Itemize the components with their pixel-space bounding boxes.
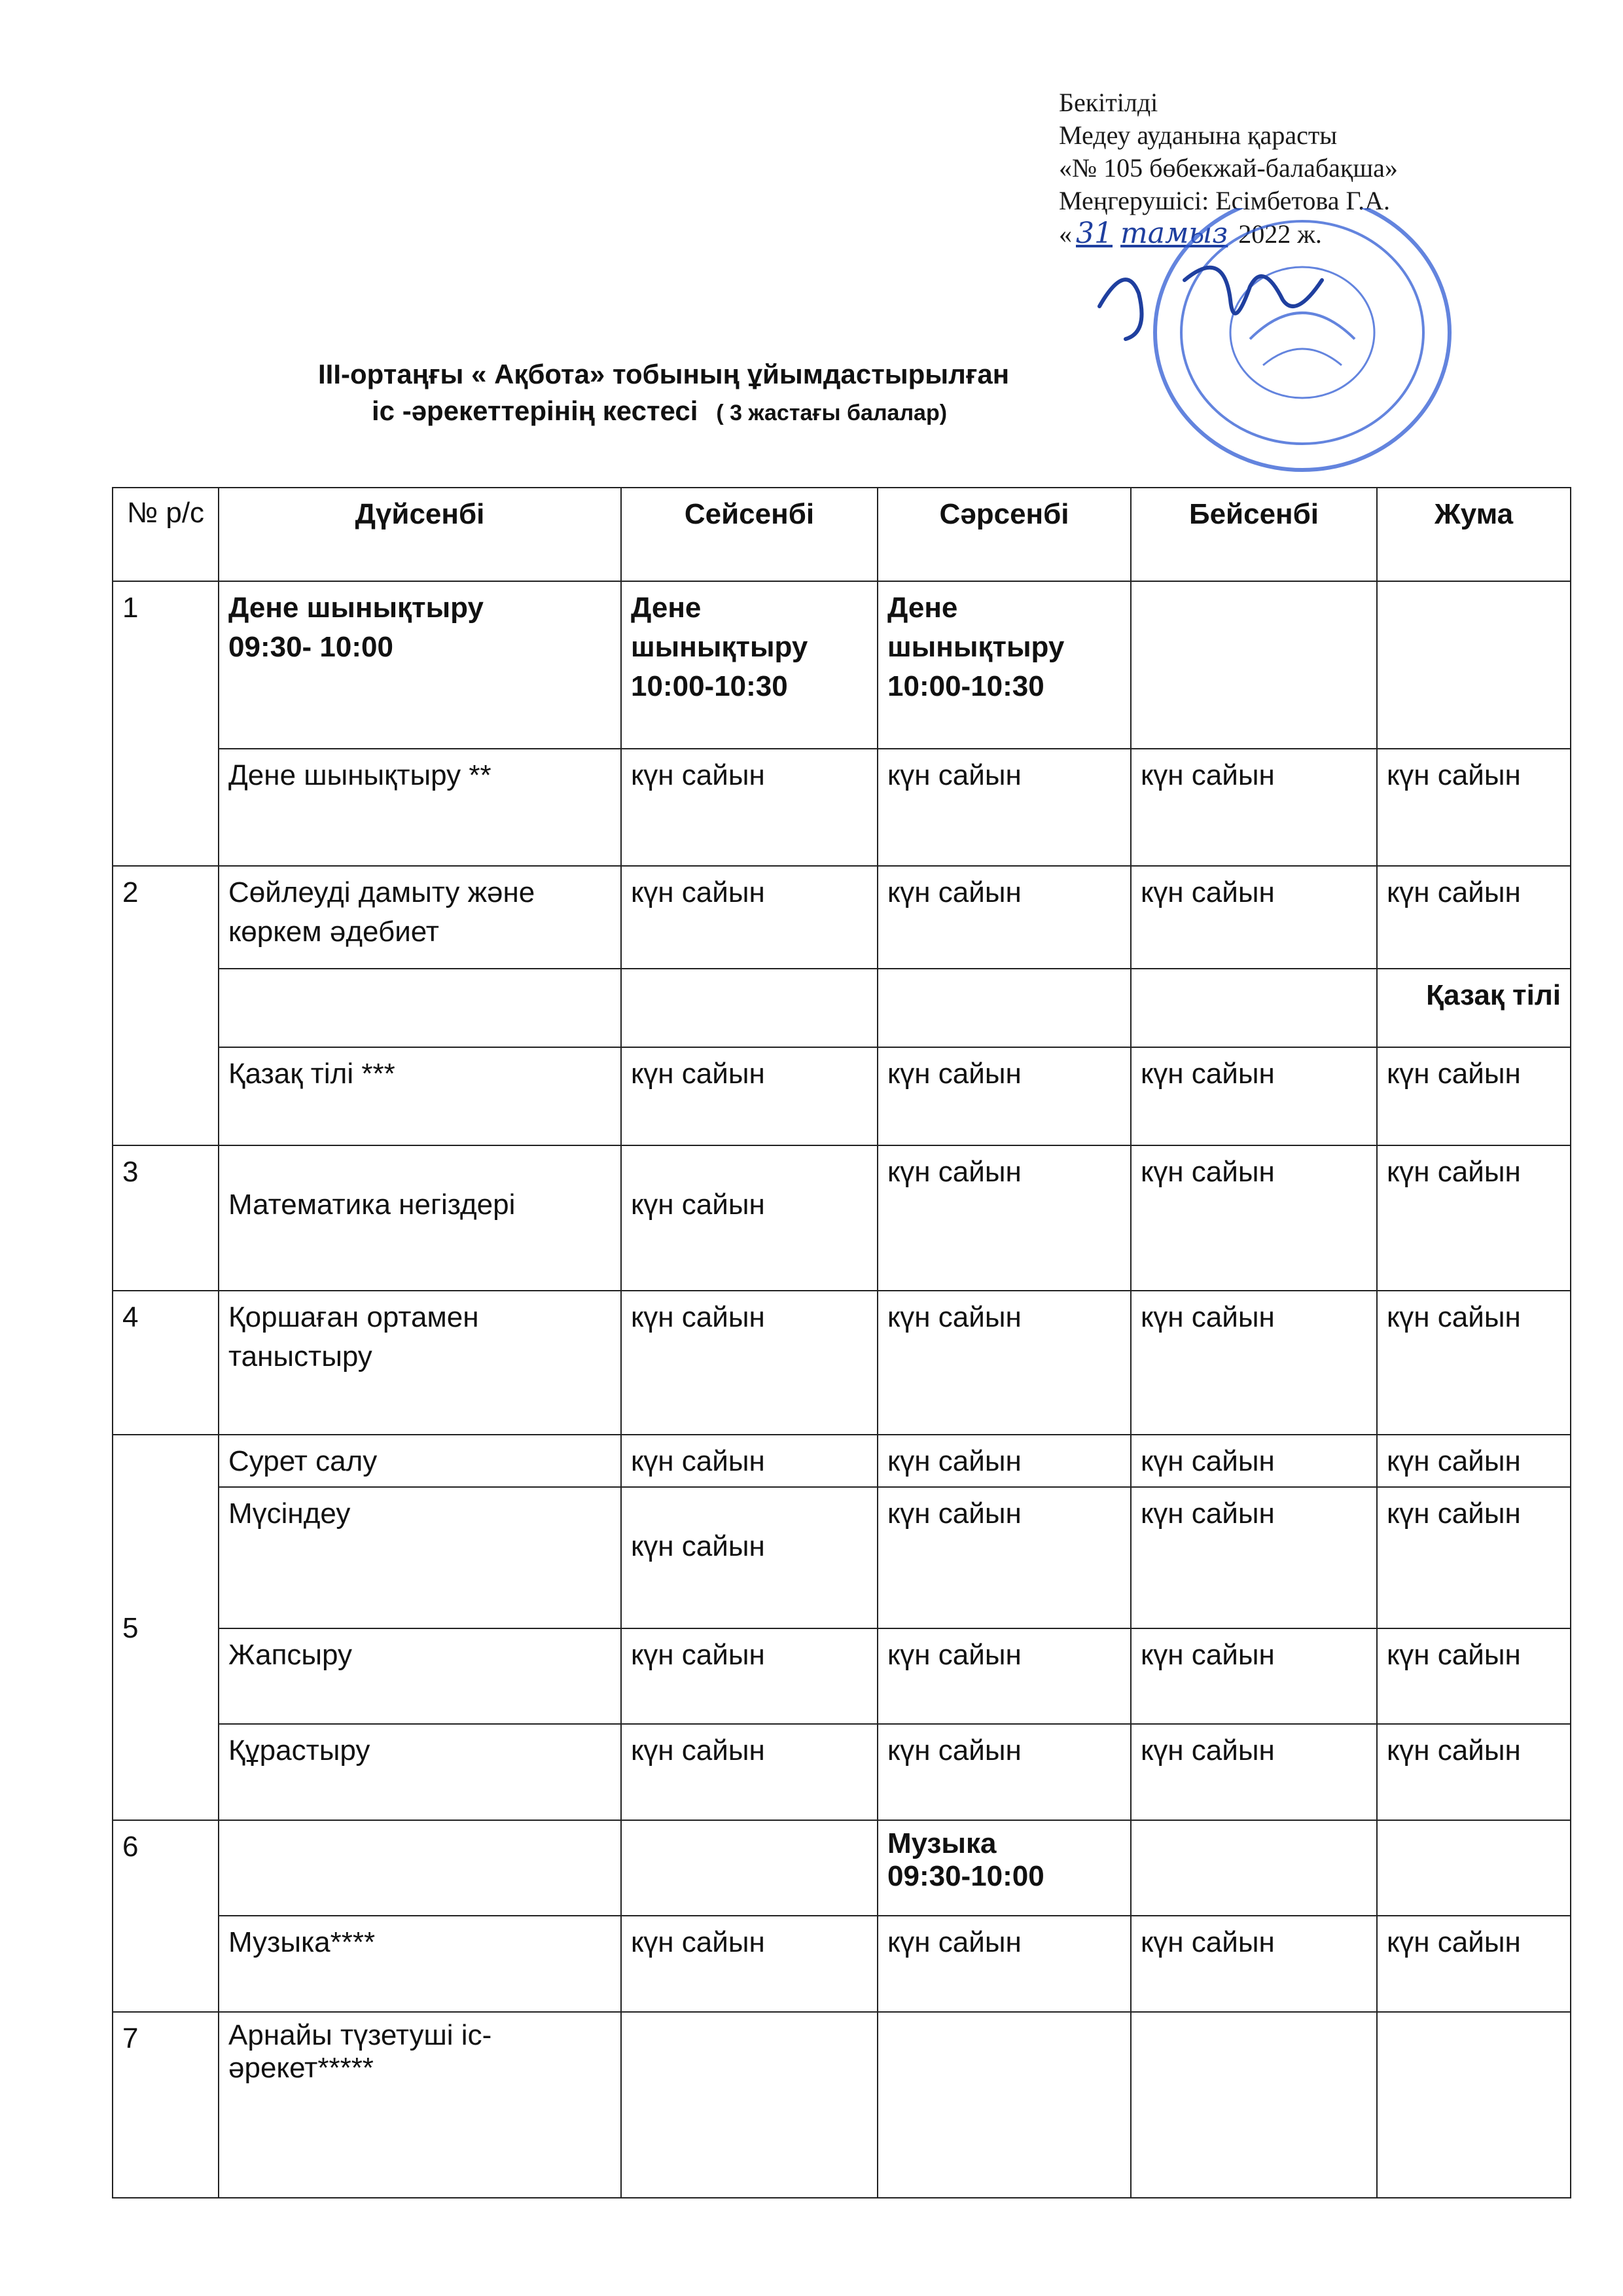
- row-number: 7: [113, 2012, 219, 2198]
- approval-line-3: «№ 105 бөбекжай-балабақша»: [1059, 153, 1398, 183]
- date-month: тамыз: [1120, 217, 1228, 250]
- header-wednesday: Сәрсенбі: [878, 488, 1131, 581]
- wednesday-time: 09:30-10:00: [887, 1860, 1044, 1892]
- tuesday-cell: күн сайын: [621, 1628, 878, 1724]
- date-day: 31: [1076, 217, 1113, 250]
- thursday-cell: күн сайын: [1131, 1145, 1377, 1291]
- wednesday-cell: күн сайын: [878, 1145, 1131, 1291]
- activity-cell: Қазақ тілі ***: [219, 1047, 621, 1145]
- tuesday-cell: [621, 969, 878, 1047]
- table-row: [113, 1724, 1571, 1820]
- table-row: [113, 581, 1571, 749]
- friday-cell: күн сайын: [1377, 1291, 1571, 1435]
- wednesday-time: 10:00-10:30: [887, 670, 1044, 702]
- thursday-cell: күн сайын: [1131, 1724, 1377, 1820]
- row-number: 5: [113, 1435, 219, 1820]
- wednesday-cell: күн сайын: [878, 749, 1131, 866]
- table-row: [113, 1820, 1571, 1916]
- approval-line-1: Бекітілді: [1059, 88, 1158, 117]
- wednesday-cell: [878, 969, 1131, 1047]
- header-num: № р/с: [113, 488, 219, 581]
- wednesday-cell: [878, 581, 1131, 749]
- official-stamp: [1086, 208, 1453, 483]
- wednesday-cell: күн сайын: [878, 866, 1131, 969]
- friday-cell: күн сайын: [1377, 1628, 1571, 1724]
- header-tuesday: Сейсенбі: [621, 488, 878, 581]
- approval-line-4: Меңгерушісі: Есімбетова Г.А.: [1059, 186, 1390, 215]
- tuesday-cell: күн сайын: [621, 1291, 878, 1435]
- approval-line-2: Медеу ауданына қарасты: [1059, 120, 1338, 150]
- row-number: 2: [113, 866, 219, 1145]
- date-open-quote: «: [1059, 219, 1072, 249]
- friday-cell: күн сайын: [1377, 1724, 1571, 1820]
- thursday-cell: күн сайын: [1131, 1628, 1377, 1724]
- wednesday-cell: күн сайын: [878, 1916, 1131, 2012]
- thursday-cell: күн сайын: [1131, 1291, 1377, 1435]
- date-year: 2022 ж.: [1238, 219, 1322, 249]
- friday-cell: күн сайын: [1377, 1145, 1571, 1291]
- tuesday-cell: күн сайын: [621, 749, 878, 866]
- friday-cell: [1377, 581, 1571, 749]
- wednesday-cell: күн сайын: [878, 1291, 1131, 1435]
- tuesday-cell: [621, 1820, 878, 1916]
- thursday-cell: күн сайын: [1131, 1916, 1377, 2012]
- activity-cell: Жапсыру: [219, 1628, 621, 1724]
- tuesday-cell: күн сайын: [621, 866, 878, 969]
- wednesday-cell: күн сайын: [878, 1487, 1131, 1628]
- wednesday-cell: [878, 1820, 1131, 1916]
- friday-cell: [1377, 2012, 1571, 2198]
- table-row: [113, 1487, 1571, 1628]
- title-line-2-main: іс -әрекеттерінің кестесі: [372, 395, 698, 426]
- activity-cell: Сөйлеуді дамыту және көркем әдебиет: [219, 866, 621, 969]
- tuesday-cell: күн сайын: [621, 1724, 878, 1820]
- table-row: [113, 1435, 1571, 1487]
- friday-cell: күн сайын: [1377, 1487, 1571, 1628]
- thursday-cell: [1131, 969, 1377, 1047]
- table-row: [113, 1291, 1571, 1435]
- activity-cell: Құрастыру: [219, 1724, 621, 1820]
- wednesday-name: Дене шынықтыру: [887, 592, 1065, 663]
- tuesday-cell: күн сайын: [621, 1487, 878, 1628]
- activity-cell: Қоршаған ортамен таныстыру: [219, 1291, 621, 1435]
- table-row: [113, 969, 1571, 1047]
- friday-cell: [1377, 1820, 1571, 1916]
- tuesday-cell: күн сайын: [621, 1916, 878, 2012]
- wednesday-cell: күн сайын: [878, 1047, 1131, 1145]
- activity-cell: [219, 1820, 621, 1916]
- row-number: 3: [113, 1145, 219, 1291]
- tuesday-cell: күн сайын: [621, 1145, 878, 1291]
- activity-cell: Арнайы түзетуші іс-әрекет*****: [219, 2012, 621, 2198]
- thursday-cell: күн сайын: [1131, 866, 1377, 969]
- friday-cell: күн сайын: [1377, 866, 1571, 969]
- activity-cell: Мүсіндеу: [219, 1487, 621, 1628]
- activity-cell: Дене шынықтыру **: [219, 749, 621, 866]
- thursday-cell: күн сайын: [1131, 1435, 1377, 1487]
- activity-cell: Математика негіздері: [219, 1145, 621, 1291]
- table-row: [113, 749, 1571, 866]
- row-number: 1: [113, 581, 219, 866]
- thursday-cell: [1131, 581, 1377, 749]
- table-row: [113, 1628, 1571, 1724]
- header-friday: Жума: [1377, 488, 1571, 581]
- schedule-table: [112, 487, 1571, 2198]
- friday-cell: күн сайын: [1377, 1047, 1571, 1145]
- wednesday-name: Музыка: [887, 1827, 997, 1859]
- table-row: [113, 1916, 1571, 2012]
- table-row: [113, 2012, 1571, 2198]
- wednesday-cell: күн сайын: [878, 1724, 1131, 1820]
- header-thursday: Бейсенбі: [1131, 488, 1377, 581]
- thursday-cell: [1131, 1820, 1377, 1916]
- activity-cell: Музыка****: [219, 1916, 621, 2012]
- title-line-2: [372, 394, 947, 430]
- row-number: 4: [113, 1291, 219, 1435]
- wednesday-cell: күн сайын: [878, 1435, 1131, 1487]
- friday-cell: күн сайын: [1377, 1435, 1571, 1487]
- title-line-1: ІІІ-ортаңғы « Ақбота» тобының ұйымдастырылған: [318, 359, 1010, 389]
- wednesday-cell: күн сайын: [878, 1628, 1131, 1724]
- friday-cell: күн сайын: [1377, 1916, 1571, 2012]
- activity-cell: [219, 581, 621, 749]
- tuesday-time: 10:00-10:30: [631, 670, 788, 702]
- thursday-cell: күн сайын: [1131, 749, 1377, 866]
- wednesday-cell: [878, 2012, 1131, 2198]
- row-number: 6: [113, 1820, 219, 2012]
- table-row: [113, 1047, 1571, 1145]
- thursday-cell: күн сайын: [1131, 1487, 1377, 1628]
- activity-cell: Сурет салу: [219, 1435, 621, 1487]
- header-monday: Дүйсенбі: [219, 488, 621, 581]
- tuesday-cell: күн сайын: [621, 1047, 878, 1145]
- tuesday-cell: [621, 581, 878, 749]
- header-row: [113, 488, 1571, 581]
- table-row: [113, 1145, 1571, 1291]
- tuesday-cell: күн сайын: [621, 1435, 878, 1487]
- signature-mark: [1099, 268, 1322, 339]
- activity-time: 09:30- 10:00: [228, 631, 393, 663]
- activity-cell: [219, 969, 621, 1047]
- friday-cell: күн сайын: [1377, 749, 1571, 866]
- title-line-2-sub: ( 3 жастағы балалар): [716, 401, 948, 425]
- table-row: [113, 866, 1571, 969]
- tuesday-name: Дене шынықтыру: [631, 592, 808, 663]
- friday-cell: Қазақ тілі: [1377, 969, 1571, 1047]
- thursday-cell: күн сайын: [1131, 1047, 1377, 1145]
- tuesday-cell: [621, 2012, 878, 2198]
- activity-name: Дене шынықтыру: [228, 592, 484, 624]
- thursday-cell: [1131, 2012, 1377, 2198]
